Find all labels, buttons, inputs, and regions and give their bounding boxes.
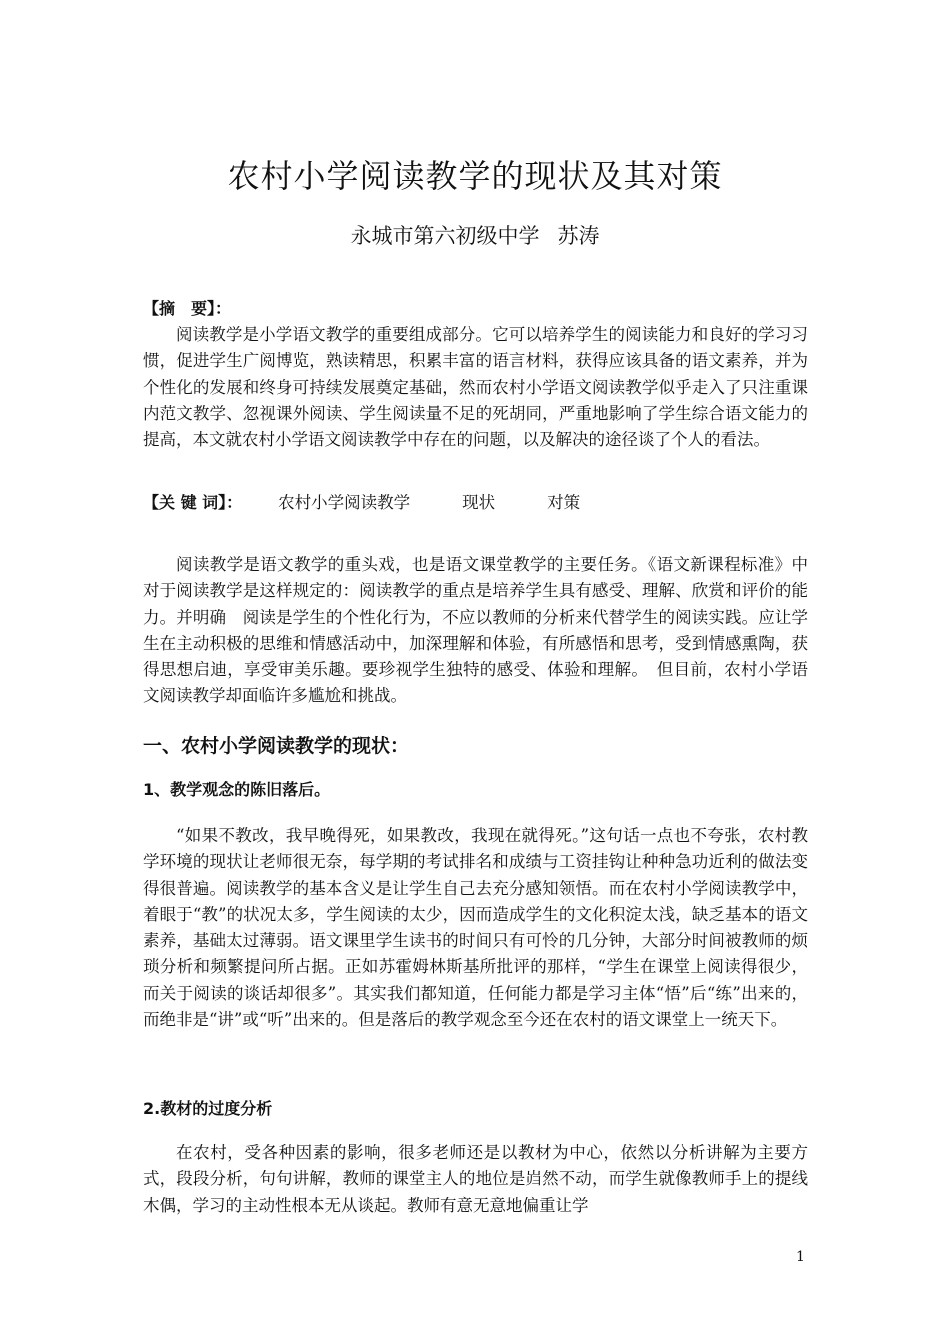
page-number: 1 xyxy=(796,1249,805,1265)
intro-paragraph: 阅读教学是语文教学的重头戏，也是语文课堂教学的主要任务。《语文新课程标准》中对于阅读教学是这样规定的：阅读教学的重点是培养学生具有感受、理解、欣赏和评价的能力。并明确 阅读是学生的个性化行为，不应以教师的分析来代替学生的阅读实践。应让学生在主动积极的思维和情感活动中，加深理解和体验，有所感悟和思考，受到情感熏陶，获得思想启迪，享受审美乐趣。要珍视学生独特的感受、体验和理解。 但目前，农村小学语文阅读教学却面临许多尴尬和挑战。 xyxy=(143,555,808,706)
author-line xyxy=(0,220,950,252)
keyword-item: 现状 xyxy=(462,493,496,512)
body-paragraph: “如果不教改，我早晚得死，如果教改，我现在就得死。”这句话一点也不夸张，农村教学环境的现状让老师很无奈，每学期的考试排名和成绩与工资挂钩让种种急功近利的做法变得很普遍。阅读教学的基本含义是让学生自己去充分感知领悟。而在农村小学阅读教学中，着眼于“教”的状况太多，学生阅读的太少，因而造成学生的文化积淀太浅，缺乏基本的语文素养，基础太过薄弱。语文课里学生读书的时间只有可怜的几分钟，大部分时间被教师的烦琐分析和频繁提问所占据。正如苏霍姆林斯基所批评的那样，“学生在课堂上阅读得很少，而关于阅读的谈话却很多”。其实我们都知道，任何能力都是学习主体“悟”后“练”出来的，而绝非是“讲”或“听”出来的。但是落后的教学观念至今还在农村的语文课堂上一统天下。 xyxy=(143,826,808,1030)
keyword-item: 农村小学阅读教学 xyxy=(278,493,411,512)
keyword-item: 对策 xyxy=(547,493,581,512)
keywords-line xyxy=(143,490,808,516)
document-title: 农村小学阅读教学的现状及其对策 xyxy=(227,157,723,195)
subsection-heading: 2.教材的过度分析 xyxy=(143,1099,273,1118)
section-heading: 一、农村小学阅读教学的现状： xyxy=(143,735,410,757)
subsection-heading: 1、教学观念的陈旧落后。 xyxy=(143,780,331,799)
abstract-text: 阅读教学是小学语文教学的重要组成部分。它可以培养学生的阅读能力和良好的学习习惯，促进学生广阅博览，熟读精思，积累丰富的语言材料，获得应该具备的语文素养，并为个性化的发展和终身可持续发展奠定基础，然而农村小学语文阅读教学似乎走入了只注重课内范文教学、忽视课外阅读、学生阅读量不足的死胡同，严重地影响了学生综合语文能力的提高，本文就农村小学语文阅读教学中存在的问题，以及解决的途径谈了个人的看法。 xyxy=(143,325,808,450)
author-school: 永城市第六初级中学 xyxy=(350,224,540,248)
author-name: 苏涛 xyxy=(557,224,600,248)
keywords-label: 【关 键 词】： xyxy=(143,493,243,512)
body-paragraph: 在农村，受各种因素的影响，很多老师还是以教材为中心，依然以分析讲解为主要方式，段段分析，句句讲解，教师的课堂主人的地位是岿然不动，而学生就像教师手上的提线木偶，学习的主动性根本无从谈起。教师有意无意地偏重让学 xyxy=(143,1143,808,1215)
abstract-label: 【摘 要】： xyxy=(143,299,232,318)
